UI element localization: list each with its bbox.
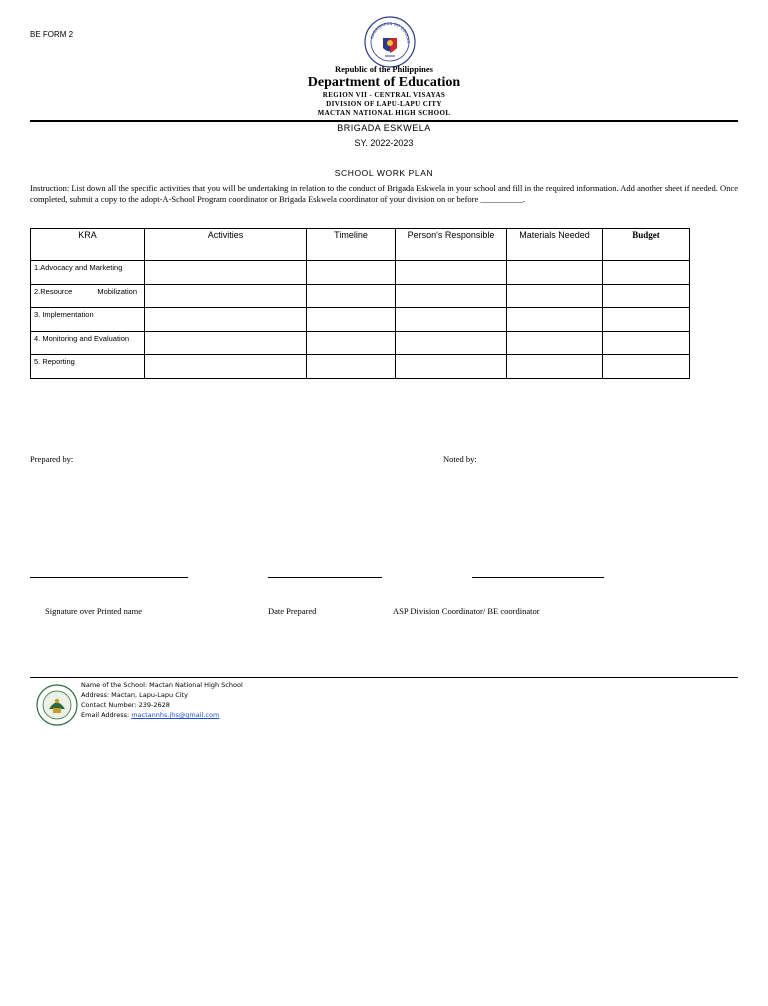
timeline-cell[interactable] xyxy=(307,261,396,285)
footer-divider xyxy=(30,677,738,678)
deped-seal-logo xyxy=(364,16,416,68)
budget-cell[interactable] xyxy=(603,308,690,332)
column-header-activities: Activities xyxy=(145,229,307,261)
table-row xyxy=(31,308,690,332)
column-header-kra: KRA xyxy=(31,229,145,261)
materials-needed-cell[interactable] xyxy=(507,308,603,332)
footer-school-name: Name of the School: Mactan National High School xyxy=(81,681,243,689)
activities-cell[interactable] xyxy=(145,308,307,332)
materials-needed-cell[interactable] xyxy=(507,261,603,285)
activities-cell[interactable] xyxy=(145,331,307,355)
kra-cell xyxy=(31,284,145,308)
footer-email-line xyxy=(81,711,219,719)
kra-cell-right-text: Mobilization xyxy=(97,286,137,296)
budget-cell[interactable] xyxy=(603,261,690,285)
activities-cell[interactable] xyxy=(145,355,307,379)
table-row xyxy=(31,284,690,308)
timeline-cell[interactable] xyxy=(307,284,396,308)
persons-responsible-cell[interactable] xyxy=(396,284,507,308)
form-code: BE FORM 2 xyxy=(30,30,74,39)
persons-responsible-cell[interactable] xyxy=(396,331,507,355)
date-line xyxy=(268,577,382,578)
prepared-by-label: Prepared by: xyxy=(30,454,74,464)
division-line: DIVISION OF LAPU-LAPU CITY xyxy=(326,100,442,108)
email-link[interactable]: mactannhs.jhs@gmail.com xyxy=(131,711,220,719)
table-row xyxy=(31,331,690,355)
budget-cell[interactable] xyxy=(603,284,690,308)
kra-cell-left-text: 2.Resource xyxy=(34,286,73,296)
table-row xyxy=(31,261,690,285)
school-seal-logo xyxy=(36,684,78,726)
school-line: MACTAN NATIONAL HIGH SCHOOL xyxy=(317,109,451,117)
footer-address: Address: Mactan, Lapu-Lapu City xyxy=(81,691,188,699)
instruction-text: Instruction: List down all the specific activities that you will be undertaking in relation to the conduct of Brigada Eskwela in your school and fill in the required information. Add another sheet if needed. Once completed, submit a copy to the adopt-A-School Program coordinator or Brigada Eskwela coordinator of your division on or before __________. xyxy=(30,183,738,204)
budget-cell[interactable] xyxy=(603,355,690,379)
signature-line xyxy=(30,577,188,578)
materials-needed-cell[interactable] xyxy=(507,331,603,355)
table-header-row xyxy=(31,229,690,261)
persons-responsible-cell[interactable] xyxy=(396,308,507,332)
kra-cell: 4. Monitoring and Evaluation xyxy=(31,331,145,355)
timeline-cell[interactable] xyxy=(307,308,396,332)
column-header-budget: Budget xyxy=(603,229,690,261)
signature-label: Signature over Printed name xyxy=(45,606,143,616)
column-header-timeline: Timeline xyxy=(307,229,396,261)
persons-responsible-cell[interactable] xyxy=(396,261,507,285)
republic-heading: Republic of the Philippines xyxy=(334,64,433,74)
date-prepared-label: Date Prepared xyxy=(268,606,317,616)
header-divider xyxy=(30,120,738,122)
footer-email-label: Email Address: xyxy=(81,711,132,719)
work-plan-table xyxy=(30,228,690,379)
materials-needed-cell[interactable] xyxy=(507,284,603,308)
budget-cell[interactable] xyxy=(603,331,690,355)
region-line: REGION VII - CENTRAL VISAYAS xyxy=(322,91,446,99)
coordinator-label: ASP Division Coordinator/ BE coordinator xyxy=(393,606,540,616)
persons-responsible-cell[interactable] xyxy=(396,355,507,379)
program-title: BRIGADA ESKWELA xyxy=(337,123,431,133)
noted-by-label: Noted by: xyxy=(443,454,477,464)
kra-cell: 1.Advocacy and Marketing xyxy=(31,261,145,285)
department-title: Department of Education xyxy=(307,75,461,90)
form-title: SCHOOL WORK PLAN xyxy=(334,168,434,178)
timeline-cell[interactable] xyxy=(307,331,396,355)
footer-contact: Contact Number: 239-2628 xyxy=(81,701,170,709)
column-header-persons-responsible: Person's Responsible xyxy=(396,229,507,261)
school-year: SY. 2022-2023 xyxy=(354,138,414,148)
column-header-materials-needed: Materials Needed xyxy=(507,229,603,261)
coordinator-signature-line xyxy=(472,577,604,578)
kra-cell: 3. Implementation xyxy=(31,308,145,332)
timeline-cell[interactable] xyxy=(307,355,396,379)
activities-cell[interactable] xyxy=(145,284,307,308)
activities-cell[interactable] xyxy=(145,261,307,285)
table-row xyxy=(31,355,690,379)
materials-needed-cell[interactable] xyxy=(507,355,603,379)
kra-cell: 5. Reporting xyxy=(31,355,145,379)
seal-text: KAGAWARAN NG EDUKAS xyxy=(369,20,412,43)
